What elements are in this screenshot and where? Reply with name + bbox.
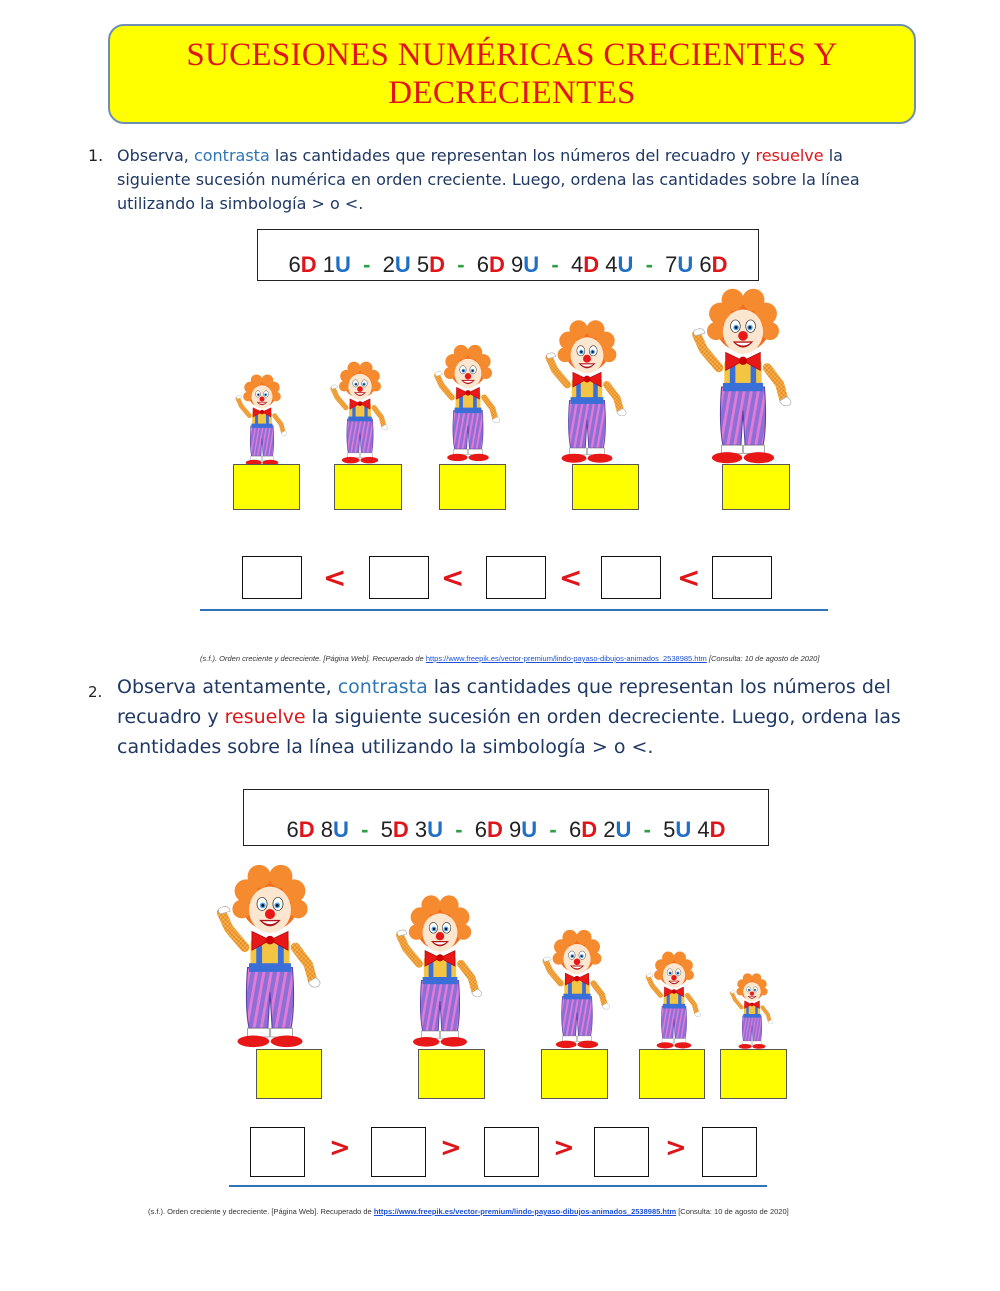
sequence-token: D [711,252,728,277]
yellow-pedestal [639,1049,705,1099]
sequence-token: 4 [570,252,584,277]
sequence-token: D [392,817,409,842]
sequence-token: U [334,252,351,277]
yellow-pedestal [439,464,506,510]
yellow-pedestal [256,1049,322,1099]
sequence-token: 3 [408,817,428,842]
sequence-token: D [487,817,503,842]
sequence-token: 1 [316,252,335,277]
sequence-token: U [521,817,538,842]
sequence-token: U [675,817,692,842]
answer-box[interactable] [594,1127,649,1177]
sequence-token: U [677,252,694,277]
answer-box[interactable] [486,556,546,599]
number-sequence-box [243,789,769,846]
exercise-2-instructions [88,672,918,762]
less-than-symbol: < [441,561,465,594]
clown-illustration-icon [528,928,626,1050]
answer-box[interactable] [702,1127,757,1177]
answer-line [229,1185,767,1187]
answer-box[interactable] [242,556,302,599]
sequence-token: - [350,252,383,277]
sequence-token: - [443,817,475,842]
sequence-token: 2 [382,252,395,277]
title-banner [108,24,916,124]
sequence-token: 6 [693,252,712,277]
sequence-token: 6 [476,252,490,277]
yellow-pedestal [418,1049,485,1099]
clown-illustration-icon [632,950,716,1050]
sequence-token: 4 [691,817,710,842]
clown-illustration-icon [718,972,786,1050]
instruction-text: Observa, contrasta las cantidades que representan los números del recuadro y resuelve la siguiente sucesión numérica en orden creciente. Luego, ordena las cantidades sobre la línea utilizando la simbología > o <. [117,146,860,213]
citation-link[interactable]: https://www.freepik.es/vector-premium/lindo-payaso-dibujos-animados_2538985.htm [373,1207,677,1216]
sequence-token: 8 [314,817,333,842]
sequence-token: D [709,817,726,842]
sequence-token: - [633,252,666,277]
answer-box[interactable] [484,1127,539,1177]
sequence-token: D [429,252,446,277]
sequence-token: U [615,817,632,842]
less-than-symbol: < [559,561,583,594]
clown-illustration-icon [528,318,646,465]
page-title: SUCESIONES NUMÉRICAS CRECIENTES Y DECRECIENTES [186,37,838,111]
sequence-token: 9 [504,252,524,277]
instruction-text: Observa atentamente, contrasta las cantidades que representan los números del recuadro y resuelve la siguiente sucesión en orden decreciente. Luego, ordena las cantidades sobre la línea utilizando la simbología > o <. [117,676,901,758]
exercise-number: 2. [88,683,103,701]
sequence-token: - [537,817,569,842]
sequence-token: 6 [286,817,299,842]
sequence-token: 9 [502,817,522,842]
greater-than-symbol: > [329,1133,351,1163]
yellow-pedestal [722,464,790,510]
number-sequence-box [257,229,759,281]
sequence-token: 6 [474,817,488,842]
yellow-pedestal [334,464,402,510]
answer-box[interactable] [371,1127,426,1177]
sequence-token: - [348,817,381,842]
yellow-pedestal [720,1049,787,1099]
clown-illustration-icon [190,862,350,1050]
greater-than-symbol: > [665,1133,687,1163]
sequence-token: 6 [288,252,301,277]
sequence-token: D [583,252,600,277]
yellow-pedestal [541,1049,608,1099]
sequence-token: D [298,817,315,842]
sequence-token: - [539,252,571,277]
greater-than-symbol: > [440,1133,462,1163]
sequence-token: U [427,817,444,842]
sequence-token: 2 [597,817,616,842]
clown-illustration-icon [668,286,818,466]
clown-illustration-icon [318,360,402,465]
answer-line [200,609,828,611]
image-citation: (s.f.). Orden creciente y decreciente. [Página Web]. Recuperado de https://www.freepik.es/vector-premium/lindo-payaso-dibujos-animados_2538985.htm [Consulta: 10 de agosto de 2020] [200,654,820,663]
answer-box[interactable] [712,556,772,599]
yellow-pedestal [572,464,639,510]
answer-box[interactable] [250,1127,305,1177]
clown-illustration-icon [378,893,502,1049]
clown-illustration-icon [420,343,516,463]
sequence-token: U [332,817,349,842]
sequence-token: - [445,252,477,277]
sequence-token: 5 [410,252,430,277]
sequence-token: 6 [568,817,582,842]
clown-illustration-icon [224,373,300,467]
sequence-token: 7 [665,252,678,277]
answer-box[interactable] [601,556,661,599]
sequence-token: - [631,817,664,842]
exercise-1-instructions [88,144,918,216]
answer-box[interactable] [369,556,429,599]
less-than-symbol: < [677,561,701,594]
citation-link[interactable]: https://www.freepik.es/vector-premium/lindo-payaso-dibujos-animados_2538985.htm [425,654,707,663]
image-citation: (s.f.). Orden creciente y decreciente. [Página Web]. Recuperado de https://www.freepik.es/vector-premium/lindo-payaso-dibujos-animados_2538985.htm [Consulta: 10 de agosto de 2020] [148,1207,789,1216]
sequence-token: D [300,252,317,277]
sequence-token: U [523,252,540,277]
less-than-symbol: < [323,561,347,594]
exercise-number: 1. [88,146,104,165]
sequence-token: 4 [599,252,618,277]
yellow-pedestal [233,464,300,510]
sequence-token: U [394,252,411,277]
sequence-token: D [489,252,505,277]
sequence-token: U [617,252,634,277]
sequence-token: 5 [663,817,676,842]
sequence-token: D [581,817,598,842]
greater-than-symbol: > [553,1133,575,1163]
sequence-token: 5 [380,817,393,842]
